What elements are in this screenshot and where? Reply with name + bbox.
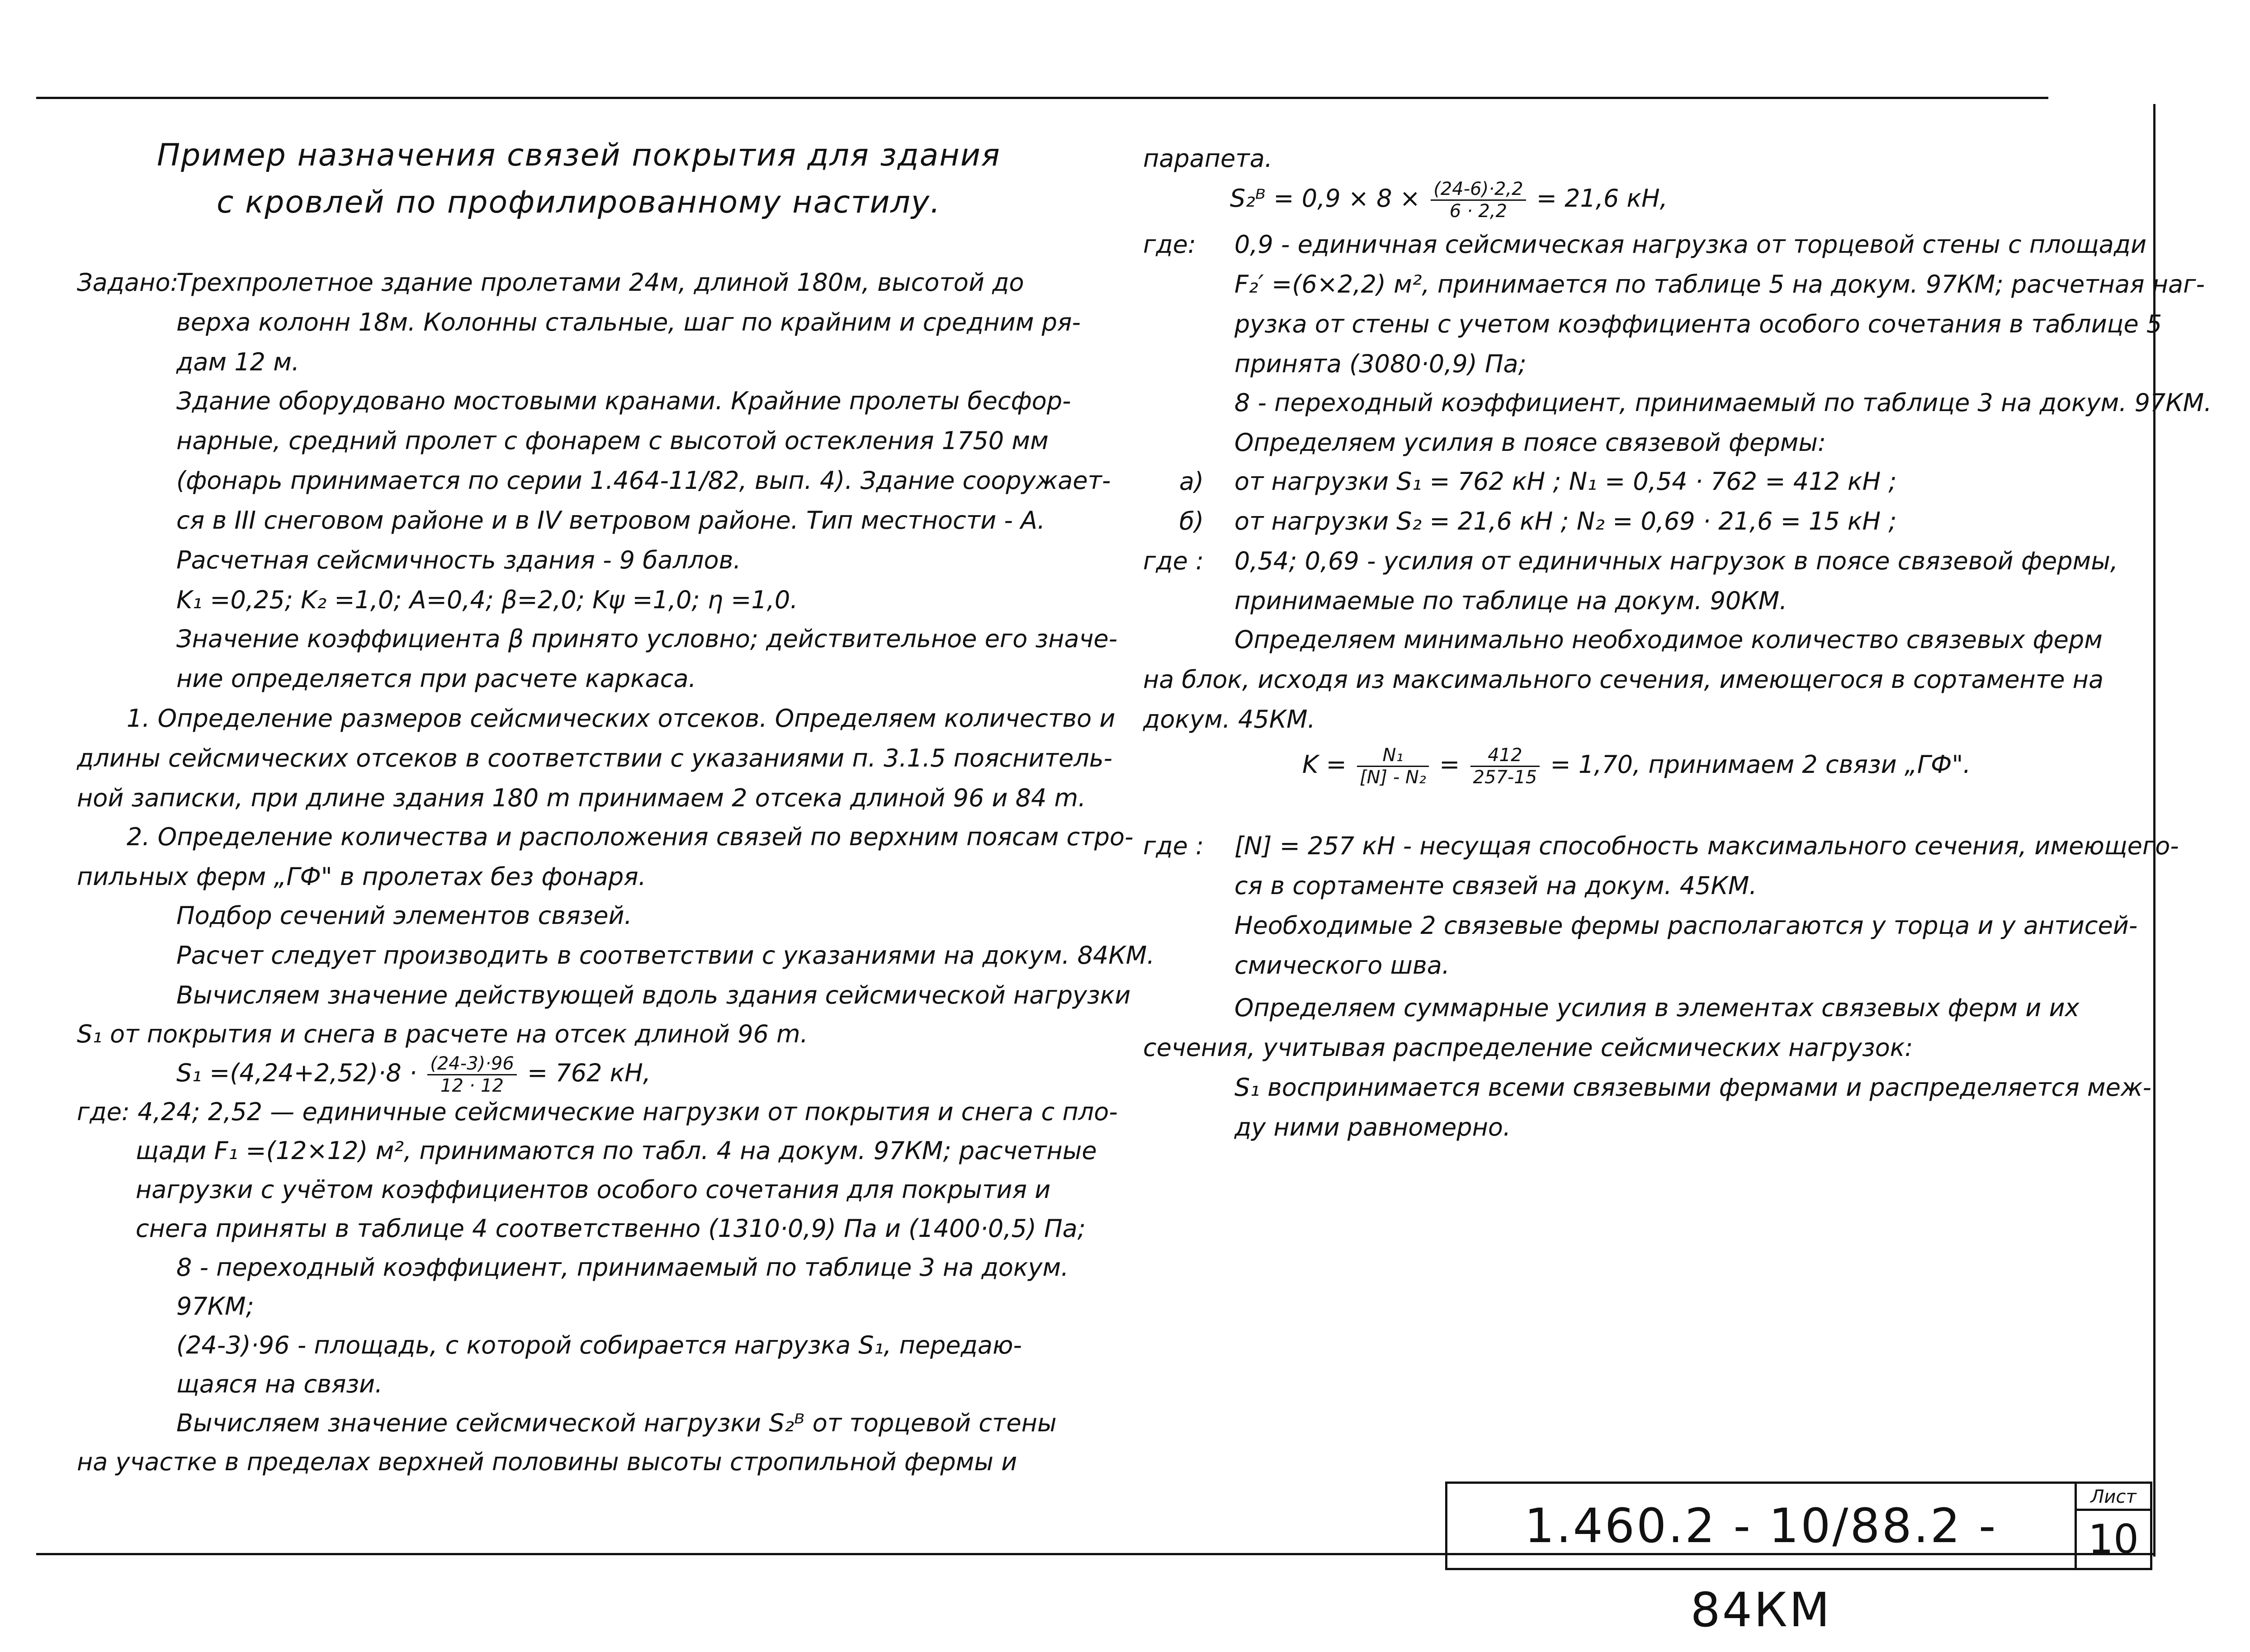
text-line: где: 4,24; 2,52 — единичные сейсмические нагрузки от покрытия и снега с пло-: [77, 1098, 1118, 1126]
label-item-b: б): [1179, 507, 1204, 535]
text-line: S₁ от покрытия и снега в расчете на отсек длиной 96 m.: [77, 1020, 808, 1048]
text-line: на участке в пределах верхней половины высоты стропильной фермы и: [77, 1448, 1017, 1476]
formula-s1-numerator: (24-3)·96: [427, 1053, 517, 1075]
label-item-a: а): [1179, 467, 1204, 496]
coefficients-line: K₁ =0,25; K₂ =1,0; A=0,4; β=2,0; Kψ =1,0; η =1,0.: [176, 586, 798, 614]
formula-s2-fraction: [1431, 179, 1526, 222]
text-line: Необходимые 2 связевые фермы располагаются у торца и у антисей-: [1234, 911, 2138, 940]
text-line: сечения, учитывая распределение сейсмических нагрузок:: [1143, 1033, 1913, 1062]
text-line: Определяем суммарные усилия в элементах связевых ферм и их: [1234, 994, 2080, 1022]
text-line: 8 - переходный коэффициент, принимаемый по таблице 3 на докум.: [176, 1253, 1069, 1282]
text-line: (фонарь принимается по серии 1.464-11/82, вып. 4). Здание сооружает-: [176, 466, 1111, 495]
title-block-stamp: [1445, 1482, 2152, 1638]
text-line: Расчетная сейсмичность здания - 9 баллов.: [176, 546, 741, 574]
label-gde: где:: [1143, 230, 1196, 259]
section-2-heading: 2. Определение количества и расположения связей по верхним поясам стро-: [127, 823, 1134, 851]
text-line: верха колонн 18м. Колонны стальные, шаг по крайним и средним ря-: [176, 308, 1081, 336]
label-zadano: Задано:: [77, 268, 179, 297]
text-line: от нагрузки S₂ = 21,6 кН ; N₂ = 0,69 · 21,6 = 15 кН ;: [1234, 507, 1897, 535]
text-line: длины сейсмических отсеков в соответствии с указаниями п. 3.1.5 пояснитель-: [77, 744, 1113, 772]
text-line: на блок, исходя из максимального сечения, имеющегося в сортаменте на: [1143, 665, 2104, 694]
label-gde: где :: [1143, 832, 1204, 860]
text-line: нарные, средний пролет с фонарем с высотой остекления 1750 мм: [176, 426, 1049, 455]
sheet-label: Лист: [2077, 1484, 2150, 1511]
title-line-2: с кровлей по профилированному настилу.: [217, 185, 941, 220]
text-line: от нагрузки S₁ = 762 кН ; N₁ = 0,54 · 762 = 412 кН ;: [1234, 467, 1897, 496]
text-line: F₂′ =(6×2,2) м², принимается по таблице 5 на докум. 97КМ; расчетная наг-: [1234, 270, 2205, 298]
text-line: Значение коэффициента β принято условно; действительное его значе-: [176, 625, 1118, 653]
text-line: 0,9 - единичная сейсмическая нагрузка от торцевой стены с площади: [1234, 230, 2147, 259]
text-line: щади F₁ =(12×12) м², принимаются по табл. 4 на докум. 97КМ; расчетные: [136, 1136, 1097, 1165]
sheet-number: 10: [2088, 1516, 2139, 1562]
formula-s2-left: S₂ᴮ = 0,9 × 8 ×: [1230, 184, 1421, 213]
text-line: нагрузки с учётом коэффициентов особого сочетания для покрытия и: [136, 1175, 1051, 1204]
text-line: пильных ферм „ГФ" в пролетах без фонаря.: [77, 862, 646, 891]
formula-k: [1302, 740, 1971, 790]
text-line: 97КМ;: [176, 1292, 254, 1321]
formula-k-denominator-2: 257-15: [1473, 767, 1537, 788]
text-line: снега приняты в таблице 4 соответственно (1310·0,9) Па и (1400·0,5) Па;: [136, 1214, 1086, 1243]
formula-k-denominator-1: [N] - N₂: [1360, 767, 1426, 788]
text-line: докум. 45КМ.: [1143, 705, 1315, 734]
section-1-heading: 1. Определение размеров сейсмических отсеков. Определяем количество и: [127, 704, 1116, 733]
text-line: рузка от стены с учетом коэффициента особого сочетания в таблице 5: [1234, 310, 2162, 338]
text-line: 8 - переходный коэффициент, принимаемый по таблице 3 на докум. 97КМ.: [1234, 388, 2212, 417]
text-line: Подбор сечений элементов связей.: [176, 901, 632, 930]
text-line: Вычисляем значение сейсмической нагрузки S₂ᴮ от торцевой стены: [176, 1409, 1057, 1437]
text-line: S₁ воспринимается всеми связевыми фермами и распределяется меж-: [1234, 1073, 2151, 1102]
document-code: 1.460.2 - 10/88.2 - 84КМ: [1447, 1484, 2077, 1568]
formula-k-fraction-2: [1470, 745, 1540, 788]
title-line-1: Пример назначения связей покрытия для здания: [157, 137, 1001, 173]
label-gde: где :: [1143, 547, 1204, 575]
text-line: Трехпролетное здание пролетами 24м, длиной 180м, высотой до: [176, 268, 1024, 297]
text-line: [N] = 257 кН - несущая способность максимального сечения, имеющего-: [1234, 832, 2179, 860]
formula-s2: [1230, 174, 1668, 223]
text-line: щаяся на связи.: [176, 1370, 383, 1398]
formula-s1-result: = 762 кН,: [527, 1059, 651, 1087]
formula-k-result: = 1,70, принимаем 2 связи „ГФ".: [1550, 750, 1971, 779]
text-line: ние определяется при расчете каркаса.: [176, 664, 696, 693]
formula-s2-denominator: 6 · 2,2: [1449, 200, 1507, 222]
formula-k-numerator-2: 412: [1470, 745, 1540, 767]
text-line: 0,54; 0,69 - усилия от единичных нагрузок в поясе связевой фермы,: [1234, 547, 2118, 575]
formula-k-left: K =: [1302, 750, 1347, 779]
formula-k-equals: =: [1439, 750, 1460, 779]
formula-s1-denominator: 12 · 12: [440, 1075, 504, 1096]
text-line: ду ними равномерно.: [1234, 1113, 1511, 1141]
text-line: Расчет следует производить в соответствии с указаниями на докум. 84КМ.: [176, 941, 1155, 970]
formula-s1-left: S₁ =(4,24+2,52)·8 ·: [176, 1059, 417, 1087]
formula-s2-numerator: (24-6)·2,2: [1431, 179, 1526, 201]
text-line: Здание оборудовано мостовыми кранами. Крайние пролеты бесфор-: [176, 387, 1071, 415]
text-line: дам 12 м.: [176, 348, 300, 376]
formula-k-fraction-1: [1357, 745, 1429, 788]
text-line: (24-3)·96 - площадь, с которой собирается нагрузка S₁, передаю-: [176, 1331, 1022, 1359]
text-line: парапета.: [1143, 144, 1273, 173]
text-line: ся в III снеговом районе и в IV ветровом районе. Тип местности - А.: [176, 506, 1045, 535]
text-line: ной записки, при длине здания 180 m принимаем 2 отсека длиной 96 и 84 m.: [77, 784, 1086, 812]
text-line: принимаемые по таблице на докум. 90КМ.: [1234, 587, 1787, 615]
text-line: Вычисляем значение действующей вдоль здания сейсмической нагрузки: [176, 981, 1131, 1009]
text-line: принята (3080·0,9) Па;: [1234, 350, 1527, 378]
text-line: Определяем минимально необходимое количество связевых ферм: [1234, 625, 2103, 654]
text-line: ся в сортаменте связей на докум. 45КМ.: [1234, 871, 1757, 900]
text-line: смического шва.: [1234, 951, 1450, 980]
formula-k-numerator-1: N₁: [1357, 745, 1429, 767]
formula-s2-result: = 21,6 кН,: [1536, 184, 1668, 213]
text-line: Определяем усилия в поясе связевой фермы:: [1234, 428, 1826, 457]
